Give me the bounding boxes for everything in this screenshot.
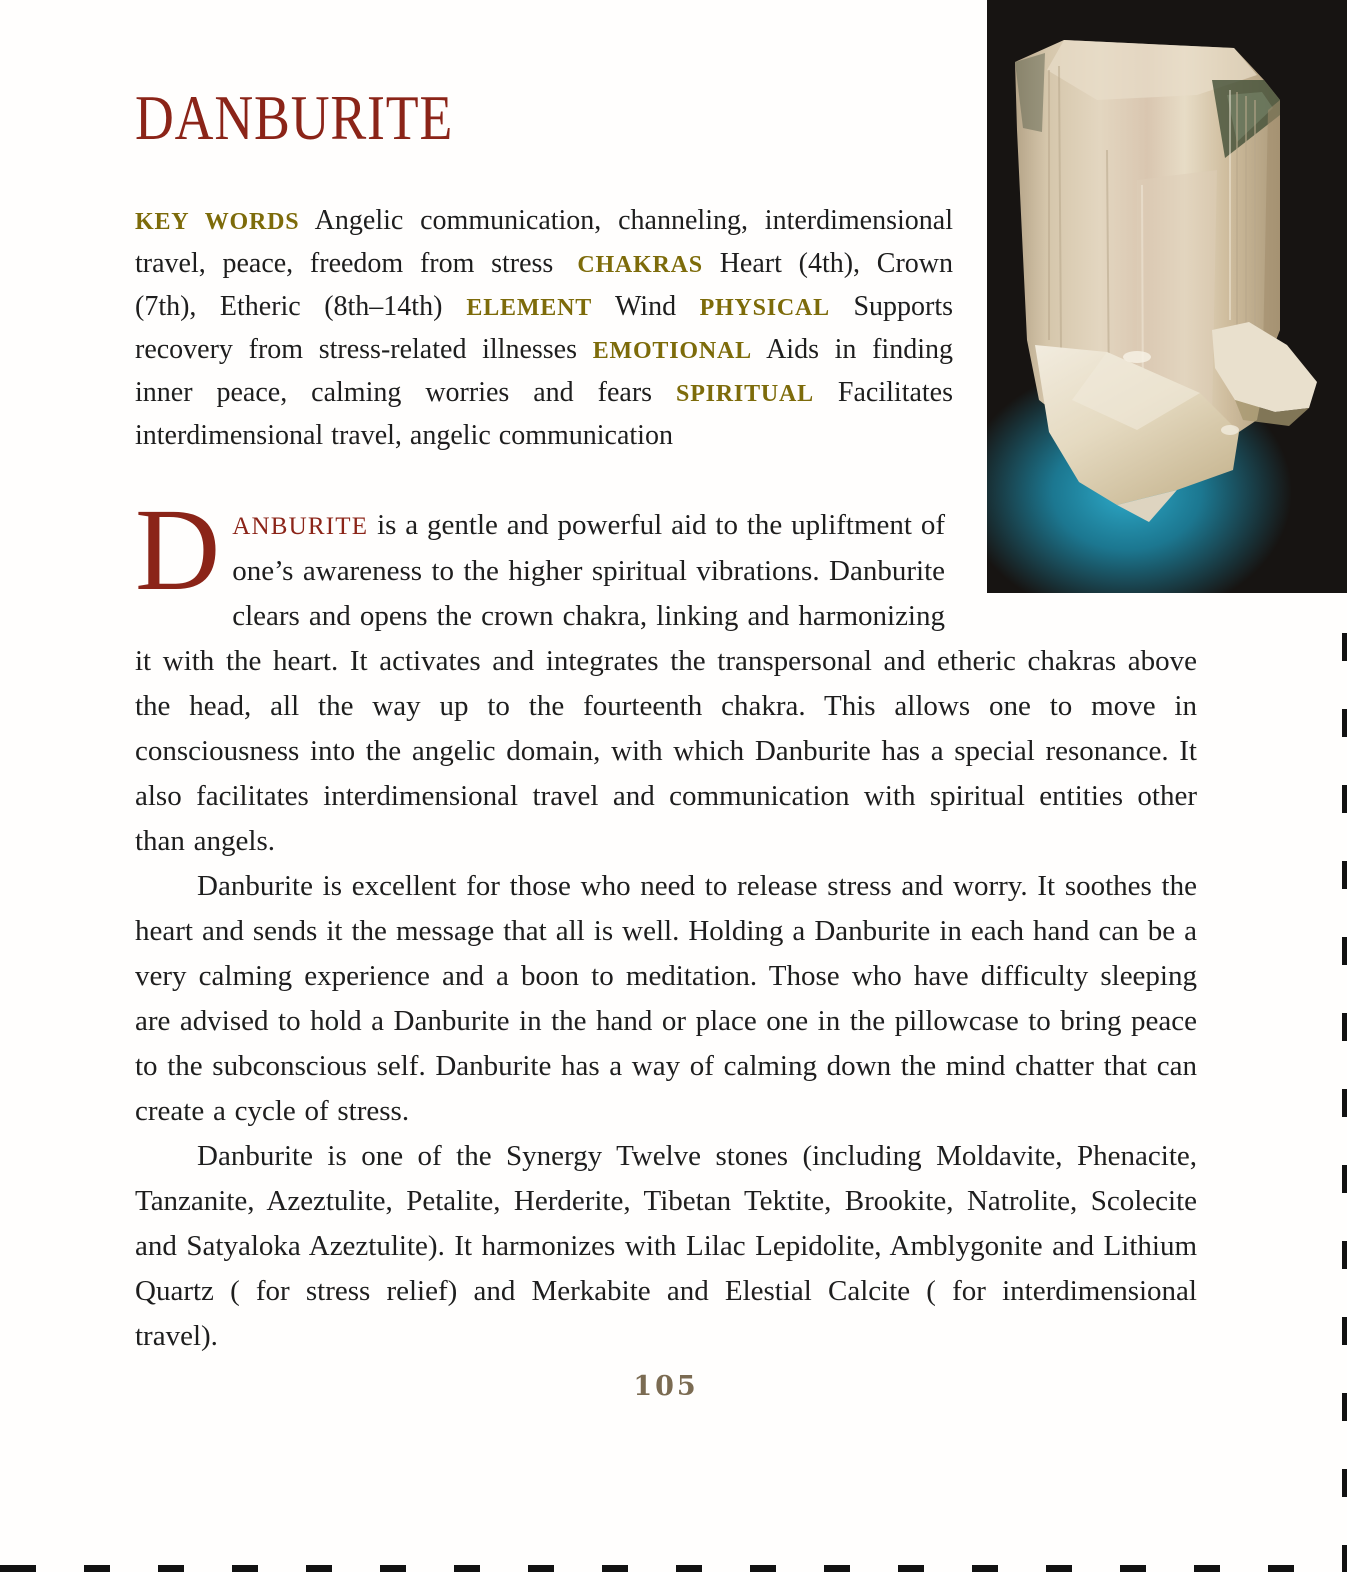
chakras-text: Heart (4th), Crown (7th), Etheric (8th–14th) bbox=[135, 248, 954, 322]
emotional-label: EMOTIONAL bbox=[592, 338, 752, 364]
key-words-label: KEY WORDS bbox=[135, 209, 300, 235]
paragraph-1 bbox=[135, 484, 1197, 864]
element-label: ELEMENT bbox=[466, 295, 593, 321]
page-edge-dashes-right bbox=[1342, 633, 1347, 1572]
element-text: Wind bbox=[615, 291, 677, 322]
emotional-text: Aids in finding inner peace, calming worries and fears bbox=[135, 334, 953, 408]
photo-wrap-spacer bbox=[945, 503, 1197, 595]
spiritual-text: Facilitates interdimensional travel, angelic communication bbox=[135, 377, 953, 451]
paragraph-2: Danburite is excellent for those who need to release stress and worry. It soothes the heart and sends it the message that all is well. Holding a Danburite in each hand can be a very calming experience and a boon to meditation. Those who have difficulty sleeping are advised to hold a Danburite in the hand or place one in the pillowcase to bring peace to the subconscious self. Danburite has a way of calming down the mind chatter that can create a cycle of stress. bbox=[135, 870, 1197, 1127]
spiritual-label: SPIRITUAL bbox=[676, 381, 814, 407]
dropcap-letter: D bbox=[135, 484, 221, 615]
page-title: DANBURITE bbox=[135, 82, 454, 153]
page-number: 105 bbox=[633, 1371, 699, 1402]
paragraph-1-text: is a gentle and powerful aid to the upliftment of one’s awareness to the higher spiritual vibrations. Danburite clears and opens the crown chakra, linking and harmonizing it with the heart. It activates and integrates the transpersonal and etheric chakras above the head, all the way up to the fourteenth chakra. This allows one to move in consciousness into the angelic domain, with which Danburite has a special resonance. It also facilitates interdimensional travel and communication with spiritual entities other than angels. bbox=[135, 509, 1197, 857]
physical-label: PHYSICAL bbox=[699, 295, 830, 321]
key-words-text: Angelic communication, channeling, interdimensional travel, peace, freedom from stress bbox=[135, 205, 953, 279]
paragraph-3: Danburite is one of the Synergy Twelve stones (including Moldavite, Phenacite, Tanzanite, Azeztulite, Petalite, Herderite, Tibetan Tektite, Brookite, Natrolite, Scolecite and Satyaloka Azeztulite). It harmonizes with Lilac Lepidolite, Amblygonite and Lithium Quartz ( for stress relief) and Merkabite and Elestial Calcite ( for interdimensional travel). bbox=[135, 1140, 1197, 1352]
lead-word: ANBURITE bbox=[232, 513, 369, 540]
text-column bbox=[135, 0, 1197, 1402]
chakras-label: CHAKRAS bbox=[577, 252, 703, 278]
physical-text: Supports recovery from stress-related illnesses bbox=[135, 291, 954, 365]
keywords-block bbox=[135, 200, 953, 457]
page-edge-dashes-bottom bbox=[0, 1565, 1347, 1572]
